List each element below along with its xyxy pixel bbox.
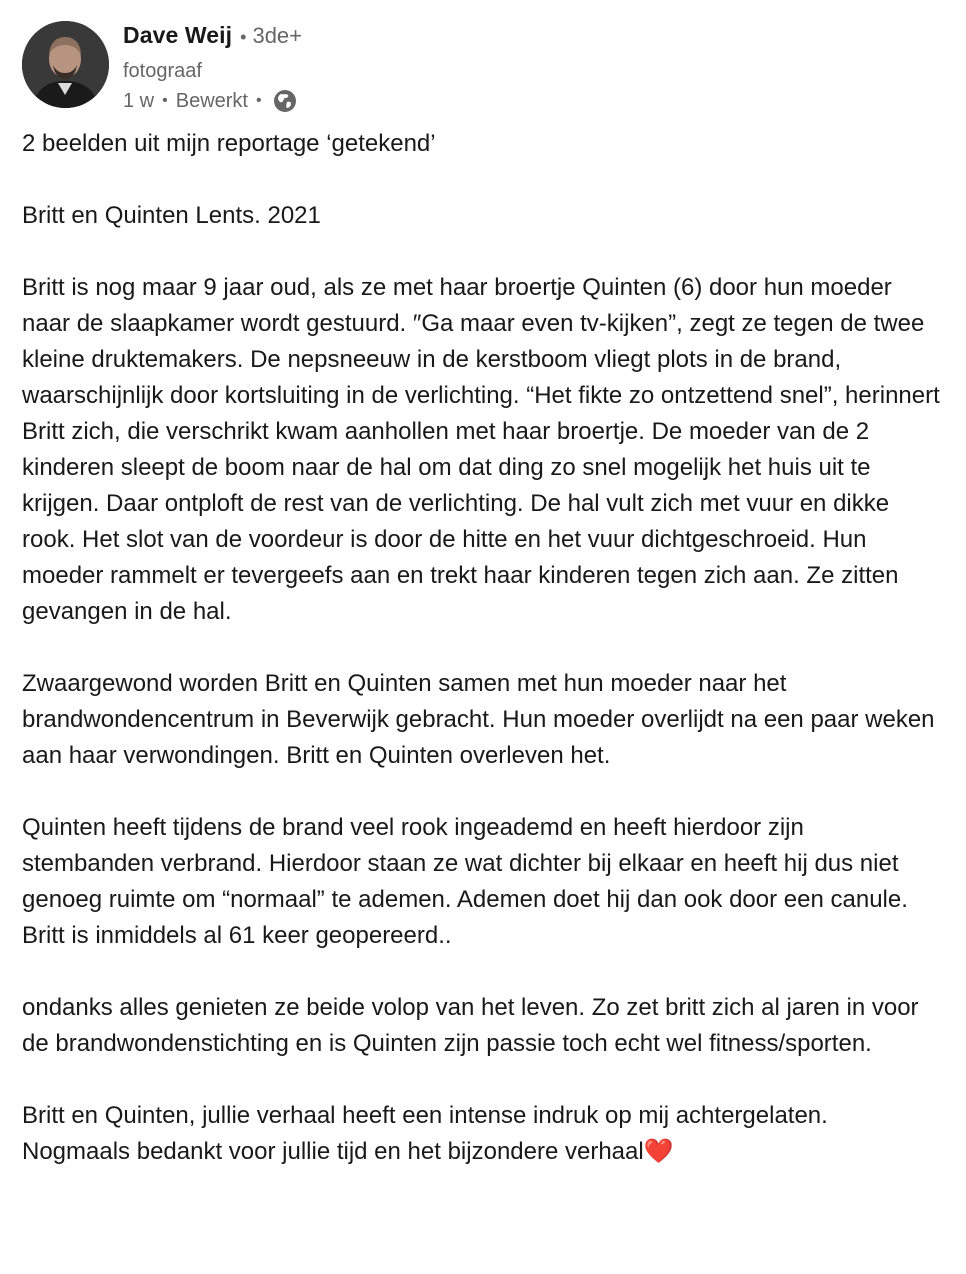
post-paragraph: Britt is nog maar 9 jaar oud, als ze met haar broertje Quinten (6) door hun moeder naar de slaapkamer wordt gestuurd. ″Ga maar even tv-kijken”, zegt ze tegen de twee kleine druktemakers. De nepsneeuw in de kerstboom vliegt plots in de brand, waarschijnlijk door kortsluiting in de verlichting. “Het fikte zo ontzettend snel”, herinnert Britt zich, die verschrikt kwam aanhollen met haar broertje. De moeder van de 2 kinderen sleept de boom naar de hal om dat ding zo snel mogelijk het huis uit te krijgen. Daar ontploft de rest van de verlichting. De hal vult zich met vuur en dikke rook. Het slot van de voordeur is door de hitte en het vuur dichtgeschroeid. Hun moeder rammelt er tevergeefs aan en trekt haar kinderen tegen zich aan. Ze zitten gevangen in de hal. [22,274,940,625]
avatar-photo [22,21,109,108]
avatar[interactable] [22,21,109,108]
heart-emoji: ❤️ [643,1138,674,1165]
post-paragraph: 2 beelden uit mijn reportage ‘getekend’ [22,130,436,157]
separator-dot: • [255,92,262,109]
post-paragraph: Quinten heeft tijdens de brand veel rook ingeademd en heeft hierdoor zijn stembanden verbrand. Hierdoor staan ze wat dichter bij elkaar en heeft hij dus niet genoeg ruimte om “normaal” te ademen. Ademen doet hij dan ook door een canule. Britt is inmiddels al 61 keer geopereerd.. [22,814,908,949]
post-header [22,0,942,118]
post-body [22,126,942,1206]
post-paragraph: Zwaargewond worden Britt en Quinten samen met hun moeder naar het brandwondencentrum in Beverwijk gebracht. Hun moeder overlijdt na een paar weken aan haar verwondingen. Britt en Quinten overleven het. [22,670,935,769]
connection-degree: 3de+ [252,23,303,48]
author-headline: fotograaf [123,60,202,82]
author-info [123,22,302,116]
post-paragraph-text: Britt en Quinten, jullie verhaal heeft een intense indruk op mij achtergelaten. Nogmaals bedankt voor jullie tijd en het bijzondere verhaal [22,1102,828,1165]
post-time[interactable]: 1 w [123,89,155,112]
separator-dot: • [240,27,247,47]
post-paragraph-closing [22,1098,942,1170]
edited-label: Bewerkt [175,89,248,112]
author-name-row [123,22,302,56]
author-name[interactable]: Dave Weij [123,22,233,48]
globe-icon [272,88,298,114]
post-paragraph: ondanks alles genieten ze beide volop van het leven. Zo zet britt zich al jaren in voor de brandwondenstichting en is Quinten zijn passie toch echt wel fitness/sporten. [22,994,919,1057]
post-meta [123,86,302,116]
post-paragraph: Britt en Quinten Lents. 2021 [22,202,321,229]
separator-dot: • [162,92,168,109]
